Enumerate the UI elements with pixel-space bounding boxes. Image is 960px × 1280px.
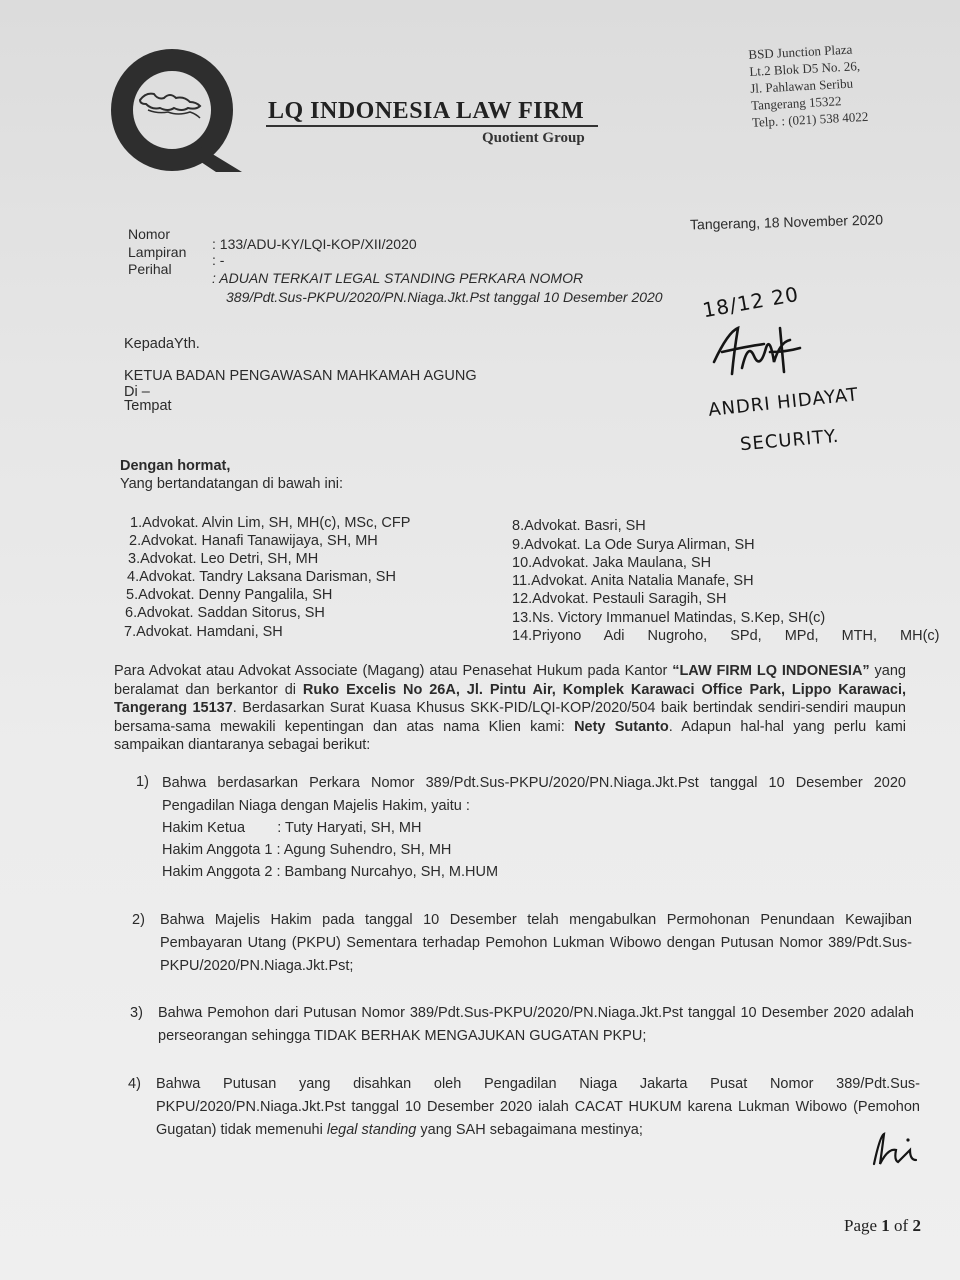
- handwritten-date: 18/12 20: [700, 281, 801, 323]
- client-name-bold: Nety Sutanto: [574, 718, 669, 735]
- list-item: [512, 610, 825, 626]
- handwritten-name: ANDRI HIDAYAT: [707, 384, 860, 421]
- greeting: Dengan hormat,: [120, 458, 231, 474]
- paragraph-text: . Adapun hal-hal yang perlu kami sampaikan diantaranya sebagai berikut:: [114, 718, 907, 753]
- page-prefix: Page: [844, 1216, 882, 1235]
- judge-ketua: Hakim Ketua : Tuty Haryati, SH, MH: [162, 820, 422, 836]
- intro-paragraph: [114, 662, 906, 755]
- perihal-label: Perihal: [128, 261, 172, 277]
- recipient-salutation: KepadaYth.: [124, 336, 200, 352]
- nomor-label: Nomor: [128, 226, 171, 242]
- list-item: [512, 628, 940, 644]
- point-2-text: Bahwa Majelis Hakim pada tanggal 10 Desember telah mengabulkan Permohonan Penundaan Kewajiban Pembayaran Utang (PKPU) Sementara terhadap Pemohon Lukman Wibowo dengan Putusan Nomor 389/Pdt.Sus-PKPU/2020/PN.Niaga.Jkt.Pst;: [160, 912, 912, 974]
- list-item: [130, 515, 410, 531]
- point-4-italic-term: legal standing: [326, 1122, 417, 1138]
- address-line: Tangerang 15322: [750, 93, 842, 113]
- list-number: 7.: [124, 624, 137, 640]
- perihal-value-line1: : ADUAN TERKAIT LEGAL STANDING PERKARA NOMOR: [212, 270, 584, 286]
- point-number: 3): [130, 1005, 143, 1021]
- list-item: [125, 605, 325, 621]
- advocate-name: Advokat. La Ode Surya Alirman, SH: [524, 537, 755, 553]
- advocate-name: Priyono Adi Nugroho, SPd, MPd, MTH, MH(c): [532, 628, 940, 644]
- point-number: 1): [136, 774, 149, 790]
- advocate-name: Advokat. Tandry Laksana Darisman, SH: [139, 569, 396, 585]
- advocate-name: Advokat. Denny Pangalila, SH: [138, 587, 333, 603]
- address-line: Telp. : (021) 538 4022: [751, 108, 869, 130]
- paragraph-text: yang beralamat dan berkantor di: [114, 663, 906, 698]
- firm-address: [748, 40, 869, 131]
- advocate-name: Advokat. Jaka Maulana, SH: [532, 555, 712, 571]
- advocate-name: Advokat. Alvin Lim, SH, MH(c), MSc, CFP: [142, 515, 411, 531]
- list-item: [126, 587, 332, 603]
- point-number: 2): [132, 912, 145, 928]
- handwritten-role: SECURITY.: [739, 425, 841, 456]
- list-number: 11.: [512, 573, 532, 589]
- judge-anggota-2: Hakim Anggota 2 : Bambang Nurcahyo, SH, M.HUM: [162, 864, 499, 880]
- handwritten-signature: [708, 322, 804, 380]
- firm-name-bold: “LAW FIRM LQ INDONESIA”: [672, 663, 870, 679]
- point-number: 4): [128, 1076, 141, 1092]
- list-number: 13.: [512, 610, 533, 626]
- list-item: [128, 551, 318, 567]
- firm-name: LQ INDONESIA LAW FIRM: [268, 98, 585, 124]
- advocate-name: Advokat. Saddan Sitorus, SH: [137, 605, 325, 621]
- list-item: [512, 591, 726, 607]
- advocate-name: Advokat. Hamdani, SH: [136, 624, 283, 640]
- point-4-text: [156, 1073, 920, 1142]
- firm-logo: [104, 48, 254, 178]
- advocate-name: Ns. Victory Immanuel Matindas, S.Kep, SH(c): [532, 610, 826, 626]
- handwritten-initial: [870, 1130, 922, 1170]
- advocate-name: Advokat. Anita Natalia Manafe, SH: [531, 573, 754, 589]
- point-3-text: Bahwa Pemohon dari Putusan Nomor 389/Pdt.Sus-PKPU/2020/PN.Niaga.Jkt.Pst tanggal 10 Desember 2020 adalah perseorangan sehingga TIDAK BERHAK MENGAJUKAN GUGATAN PKPU;: [158, 1005, 914, 1044]
- page-current: 1: [881, 1216, 890, 1235]
- paragraph-text: Para Advokat atau Advokat Associate (Magang) atau Penasehat Hukum pada Kantor: [114, 663, 673, 679]
- advocate-name: Advokat. Leo Detri, SH, MH: [140, 551, 319, 567]
- list-number: 14.: [512, 628, 533, 644]
- address-line: Jl. Pahlawan Seribu: [749, 75, 854, 96]
- paragraph-text: . Berdasarkan Surat Kuasa Khusus SKK-PID/LQI-KOP/2020/504 baik bertindak sendiri-sendiri maupun bersama-sama mewakili kepentingan dan atas nama Klien kami:: [114, 700, 906, 735]
- point-4-text-part: yang SAH sebagaimana mestinya;: [416, 1122, 643, 1138]
- list-number: 4.: [127, 569, 140, 585]
- page-total: 2: [912, 1216, 921, 1235]
- list-number: 3.: [128, 551, 141, 567]
- judge-anggota-1: Hakim Anggota 1 : Agung Suhendro, SH, MH: [162, 842, 452, 858]
- list-item: [129, 533, 378, 549]
- list-item: [127, 569, 396, 585]
- list-number: 10.: [512, 555, 533, 571]
- firm-name-underline: [266, 125, 598, 127]
- point-1-text: Bahwa berdasarkan Perkara Nomor 389/Pdt.Sus-PKPU/2020/PN.Niaga.Jkt.Pst tanggal 10 Desember 2020 Pengadilan Niaga dengan Majelis Hakim, yaitu :: [162, 775, 906, 814]
- list-number: 2.: [129, 533, 142, 549]
- list-number: 5.: [126, 587, 139, 603]
- page-of: of: [889, 1216, 913, 1235]
- address-line: BSD Junction Plaza: [748, 41, 853, 62]
- firm-group: Quotient Group: [482, 130, 585, 146]
- perihal-value-line2: 389/Pdt.Sus-PKPU/2020/PN.Niaga.Jkt.Pst tanggal 10 Desember 2020: [226, 289, 663, 305]
- advocate-name: Advokat. Pestauli Saragih, SH: [532, 591, 727, 607]
- list-number: 6.: [125, 605, 138, 621]
- page-number: [844, 1216, 921, 1236]
- advocate-name: Advokat. Hanafi Tanawijaya, SH, MH: [141, 533, 378, 549]
- list-number: 12.: [512, 591, 533, 607]
- lampiran-value: : -: [212, 252, 225, 268]
- advocate-name: Advokat. Basri, SH: [524, 518, 646, 534]
- list-item: [512, 555, 711, 571]
- letter-date: Tangerang, 18 November 2020: [689, 211, 884, 233]
- list-item: [512, 537, 755, 553]
- list-item: [512, 573, 754, 589]
- list-item: [124, 624, 283, 640]
- point-4-text-part: Bahwa Putusan yang disahkan oleh Pengadilan Niaga Jakarta Pusat Nomor 389/Pdt.Sus-PKPU/2020/PN.Niaga.Jkt.Pst tanggal 10 Desember 2020 ialah CACAT HUKUM karena Lukman Wibowo (Pemohon Gugatan) tidak memenuhi: [156, 1076, 920, 1138]
- list-item: [512, 518, 646, 534]
- lampiran-label: Lampiran: [128, 244, 187, 260]
- list-number: 9.: [512, 537, 525, 553]
- list-number: 1.: [130, 515, 143, 531]
- recipient-place: Tempat: [124, 398, 172, 414]
- address-line: Lt.2 Blok D5 No. 26,: [748, 58, 861, 79]
- recipient-title: KETUA BADAN PENGAWASAN MAHKAMAH AGUNG: [124, 368, 477, 384]
- list-number: 8.: [512, 518, 525, 534]
- nomor-value: : 133/ADU-KY/LQI-KOP/XII/2020: [212, 236, 417, 252]
- office-address-bold: Ruko Excelis No 26A, Jl. Pintu Air, Komplek Karawaci Office Park, Lippo Karawaci, Tangerang 15137: [114, 681, 907, 716]
- recipient-di: Di –: [124, 384, 150, 400]
- intro-line: Yang bertandatangan di bawah ini:: [120, 476, 344, 492]
